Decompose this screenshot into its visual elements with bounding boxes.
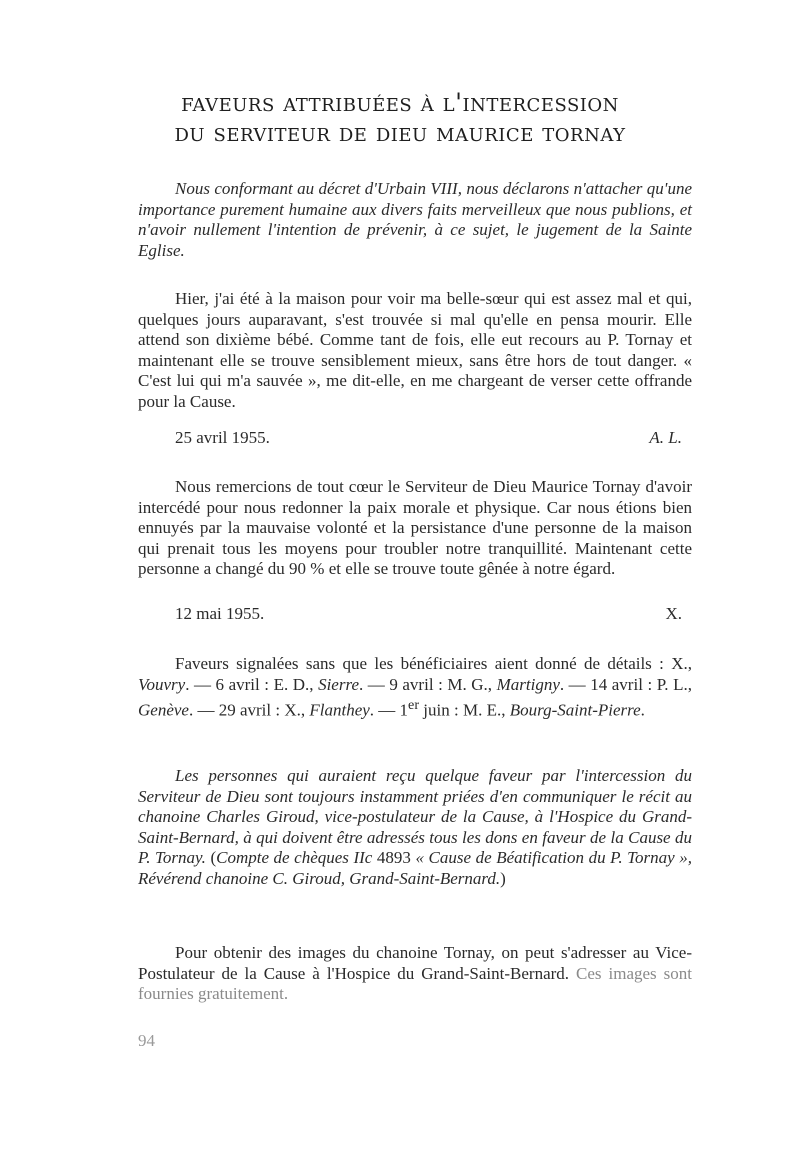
place-martigny: Martigny <box>496 674 560 694</box>
testimony-2-date: 12 mai 1955. <box>175 604 265 623</box>
testimony-2-signature: X. <box>665 604 682 623</box>
favors-intro: Faveurs signalées sans que les bénéficiaires aient donné de détails : <box>175 654 664 673</box>
place-geneve: Genève <box>138 700 189 720</box>
testimony-2-footer <box>175 604 682 624</box>
account-number: 4893 <box>372 848 411 867</box>
page-title <box>0 88 800 148</box>
images-notice-paragraph: Pour obtenir des images du chanoine Tornay, on peut s'adresser au Vice-Postulateur de la Cause à l'Hospice du Grand-Saint-Bernard. Ces images sont fournies gratuitement. <box>138 943 692 1003</box>
place-vouvry: Vouvry <box>138 674 186 694</box>
title-line-2: du serviteur de dieu maurice tornay <box>174 118 626 147</box>
place-flanthey: Flanthey <box>309 700 370 720</box>
favors-paragraph: Faveurs signalées sans que les bénéficiaires aient donné de détails : X., Vouvry. — 6 avril : E. D., Sierre. — 9 avril : M. G., Martigny. — 14 avril : P. L., Genève. — 29 avril : X., Flanthey. — 1er juin : M. E., Bourg-Saint-Pierre. <box>138 654 693 720</box>
testimony-1-footer <box>175 428 682 448</box>
disclaimer-paragraph: Nous conformant au décret d'Urbain VIII, nous déclarons n'attacher qu'une importance purement humaine aux divers faits merveilleux que nous publions, et n'avoir nullement l'intention de prévenir, à ce sujet, le jugement de la Sainte Eglise. <box>138 179 692 260</box>
testimony-1-signature: A. L. <box>649 428 682 447</box>
testimony-2-paragraph: Nous remercions de tout cœur le Serviteur de Dieu Maurice Tornay d'avoir intercédé pour nous redonner la paix morale et physique. Car nous étions bien ennuyés par la mauvaise volonté et la persistance d'une personne de la maison qui prenait tous les moyens pour troubler notre tranquillité. Maintenant cette personne a changé du 90 % et elle se trouve toute gênée à notre égard. <box>138 477 692 578</box>
place-bourg-saint-pierre: Bourg-Saint-Pierre <box>509 700 641 720</box>
appeal-paragraph: Les personnes qui auraient reçu quelque faveur par l'intercession du Serviteur de Dieu sont toujours instamment priées d'en communiquer le récit au chanoine Charles Giroud, vice-postulateur de la Cause, à l'Hospice du Grand-Saint-Bernard, à qui doivent être adressés tous les dons en faveur de la Cause du P. Tornay. (Compte de chèques IIc 4893 « Cause de Béatification du P. Tornay », Révérend chanoine C. Giroud, Grand-Saint-Bernard.) <box>138 766 693 888</box>
account-code: IIc <box>353 848 373 867</box>
title-line-1: faveurs attribuées à l'intercession <box>181 88 619 117</box>
page-number: 94 <box>138 1031 155 1050</box>
place-sierre: Sierre <box>318 674 359 694</box>
testimony-1-date: 25 avril 1955. <box>175 428 270 447</box>
testimony-1-paragraph: Hier, j'ai été à la maison pour voir ma belle-sœur qui est assez mal et qui, quelques jours auparavant, s'est trouvée si mal qu'elle en pensa mourir. Elle attend son dixième bébé. Comme tant de fois, elle eut recours au P. Tornay et maintenant elle se trouve sensiblement mieux, sans être hors de tout danger. « C'est lui qui m'a sauvée », me dit-elle, en me chargeant de verser cette offrande pour la Cause. <box>138 289 692 411</box>
